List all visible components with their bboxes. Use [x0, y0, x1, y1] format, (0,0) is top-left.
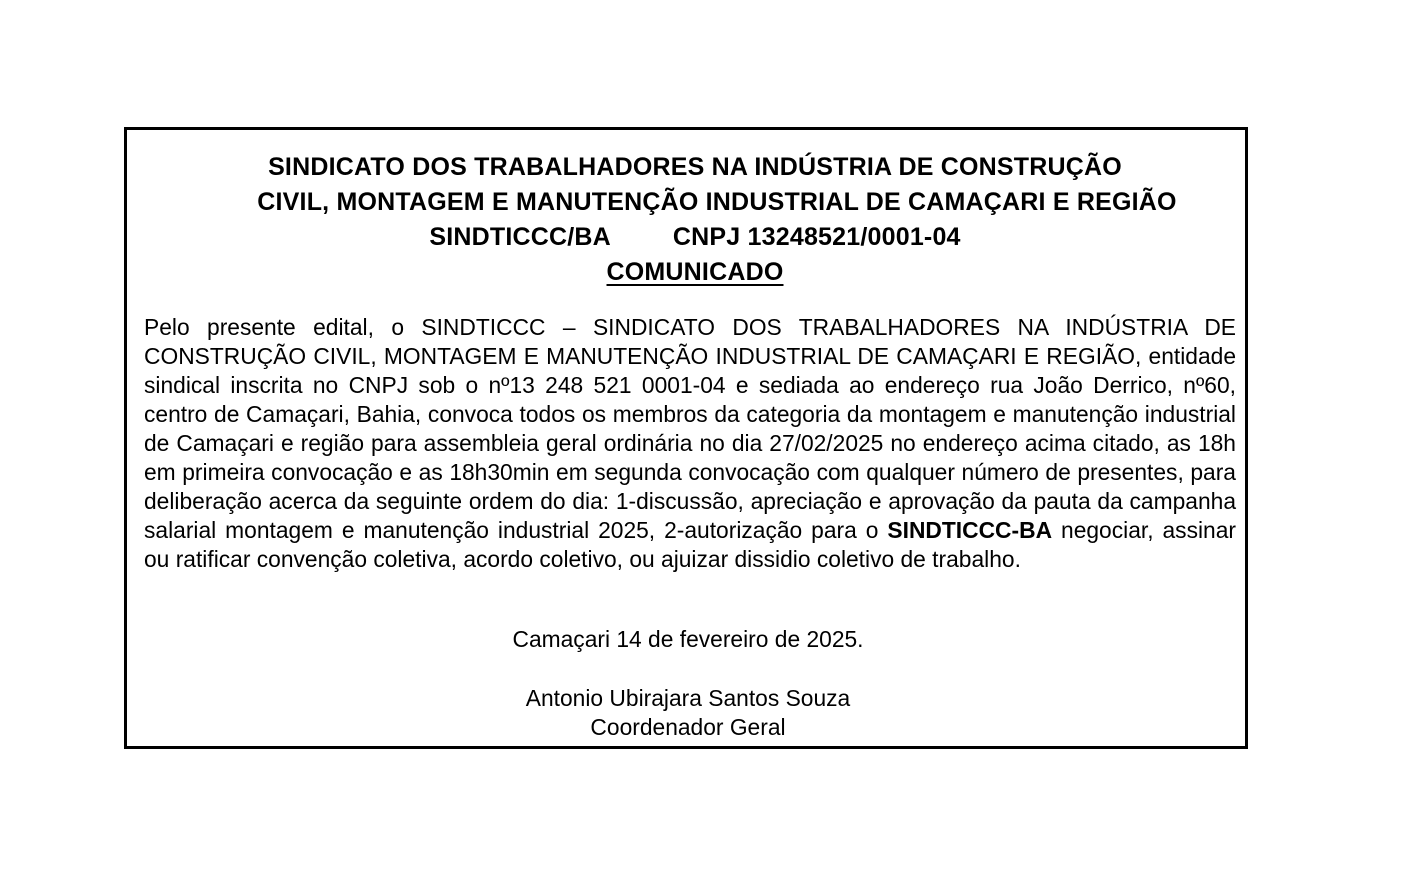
date-line: Camaçari 14 de fevereiro de 2025.: [512, 626, 864, 652]
notice-title: COMUNICADO: [606, 258, 784, 286]
notice-body-part-1: Pelo presente edital, o SINDTICCC – SINDICATO DOS TRABALHADORES NA INDÚSTRIA DE CONSTRUÇÃO CIVIL, MONTAGEM E MANUTENÇÃO INDUSTRIAL DE CAMAÇARI E REGIÃO, entidade sindical inscrita no CNPJ sob o nº13 248 521 0001-04 e sediada ao endereço rua João Derrico, nº60, centro de Camaçari, Bahia, convoca todos os membros da categoria da montagem e manutenção industrial de Camaçari e região para assembleia geral ordinária no dia 27/02/2025 no endereço acima citado, as 18h em primeira convocação e as 18h30min em segunda convocação com qualquer número de presentes, para deliberação acerca da seguinte ordem do dia: 1-discussão, apreciação e aprovação da pauta da campanha salarial montagem e manutenção industrial 2025, 2-autorização para o: [144, 314, 1236, 543]
notice-box: [124, 127, 1248, 749]
union-acronym: SINDTICCC/BA: [429, 223, 611, 251]
header-line-1: SINDICATO DOS TRABALHADORES NA INDÚSTRIA DE CONSTRUÇÃO: [268, 153, 1122, 181]
header-line-3: [127, 220, 1245, 255]
notice-body-bold-name: SINDTICCC-BA: [887, 517, 1053, 543]
signature-name: Antonio Ubirajara Santos Souza: [525, 685, 851, 711]
notice-body: [144, 313, 1236, 574]
header-line-2: CIVIL, MONTAGEM E MANUTENÇÃO INDUSTRIAL DE CAMAÇARI E REGIÃO: [257, 188, 1177, 216]
notice-body-part-2: negociar, assinar ou ratificar convenção coletiva, acordo coletivo, ou ajuizar dissidio coletivo de trabalho.: [144, 517, 1236, 572]
notice-title-row: [127, 255, 1245, 290]
signature-title: Coordenador Geral: [590, 714, 786, 740]
union-cnpj: CNPJ 13248521/0001-04: [672, 223, 961, 251]
